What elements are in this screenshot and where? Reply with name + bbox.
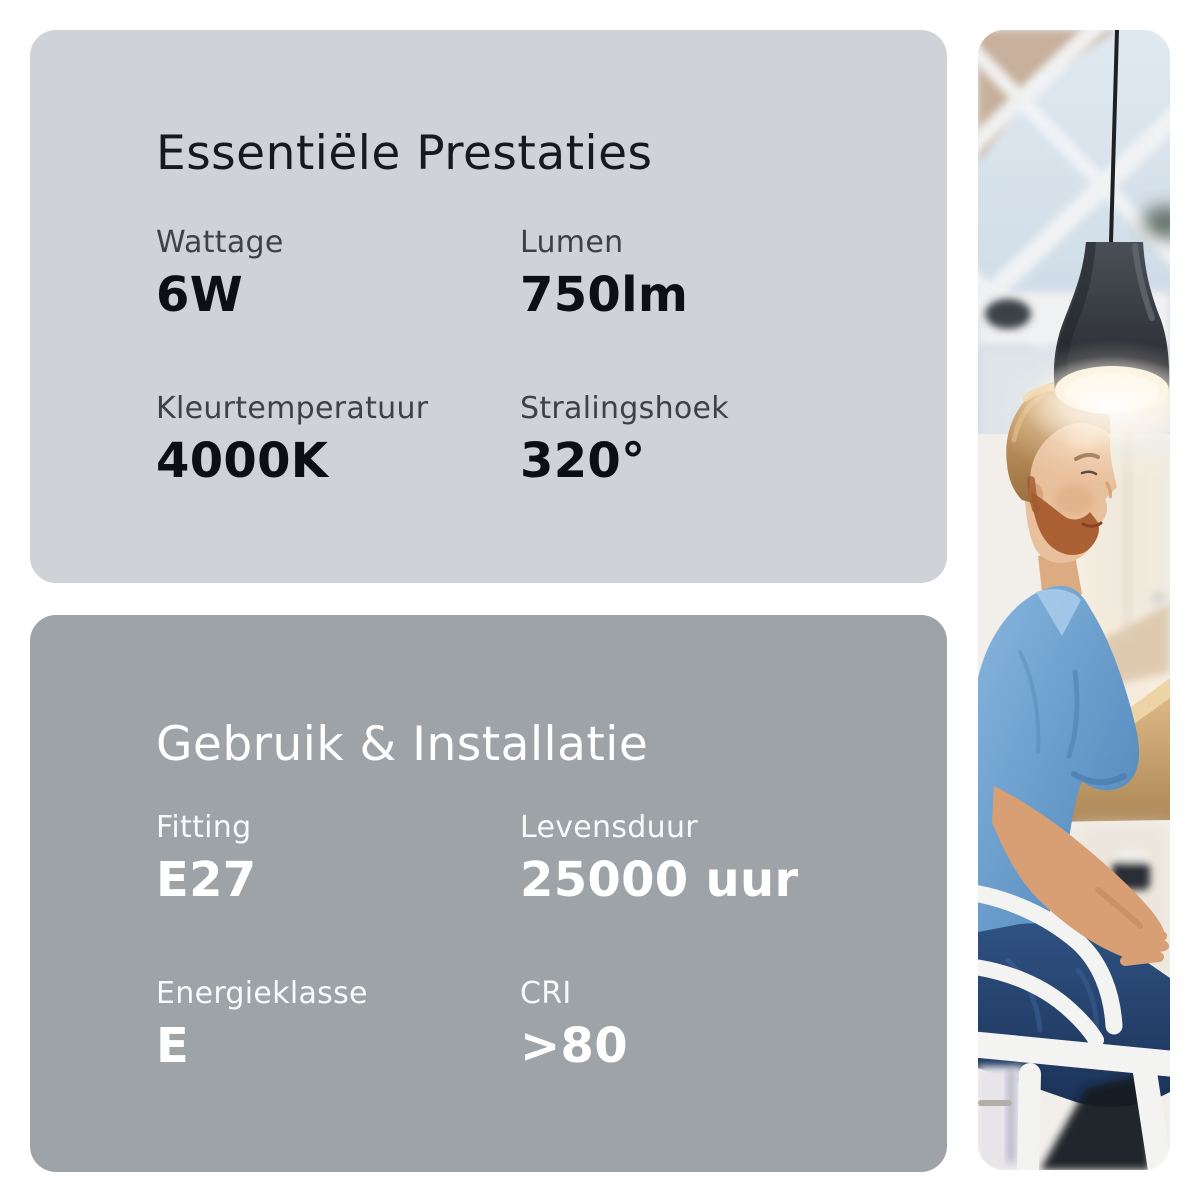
spec-lumen <box>520 224 688 324</box>
performance-card <box>30 30 947 583</box>
spec-stralingshoek <box>520 390 729 490</box>
spec-cri-label: CRI <box>520 976 572 1011</box>
spec-stralingshoek-value: 320° <box>520 432 646 489</box>
spec-fitting-label: Fitting <box>156 810 252 845</box>
spec-cri <box>520 975 628 1075</box>
spec-energieklasse-value: E <box>156 1017 190 1074</box>
spec-levensduur <box>520 809 798 909</box>
spec-wattage-label: Wattage <box>156 225 284 260</box>
spec-levensduur-value: 25000 uur <box>520 851 799 908</box>
spec-fitting-value: E27 <box>156 851 257 908</box>
spec-kleurtemperatuur-label: Kleurtemperatuur <box>156 391 429 426</box>
spec-energieklasse <box>156 975 368 1075</box>
spec-wattage <box>156 224 284 324</box>
performance-card-title: Essentiële Prestaties <box>156 126 653 181</box>
spec-cri-value: >80 <box>520 1017 628 1074</box>
spec-lumen-value: 750lm <box>520 266 689 323</box>
lifestyle-photo-illustration <box>978 30 1170 1170</box>
installation-card <box>30 615 947 1172</box>
spec-wattage-value: 6W <box>156 266 243 323</box>
spec-kleurtemperatuur <box>156 390 428 490</box>
spec-energieklasse-label: Energieklasse <box>156 976 368 1011</box>
lifestyle-photo <box>978 30 1170 1170</box>
installation-card-title: Gebruik & Installatie <box>156 717 649 772</box>
spec-kleurtemperatuur-value: 4000K <box>156 432 329 489</box>
spec-fitting <box>156 809 257 909</box>
spec-levensduur-label: Levensduur <box>520 810 698 845</box>
spec-lumen-label: Lumen <box>520 225 624 260</box>
spec-stralingshoek-label: Stralingshoek <box>520 391 729 426</box>
